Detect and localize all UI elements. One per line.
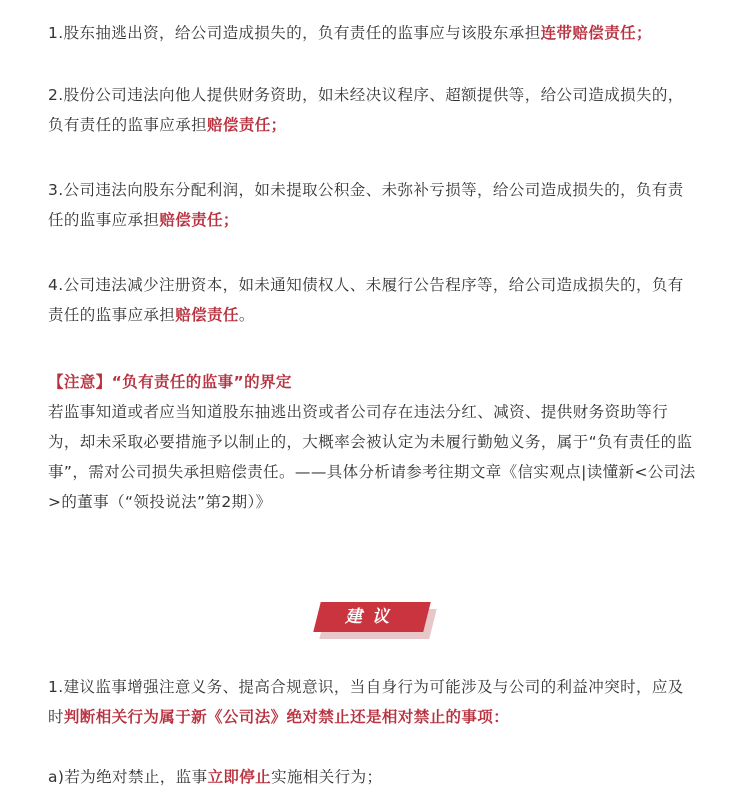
advice-highlight: 立即停止 <box>207 768 272 786</box>
liability-item-3 <box>48 175 698 235</box>
item-highlight: 赔偿责任； <box>159 211 239 229</box>
advice-item-1 <box>48 672 698 732</box>
section-banner <box>317 602 427 638</box>
item-text: 1.股东抽逃出资，给公司造成损失的，负有责任的监事应与该股东承担 <box>48 24 541 42</box>
section-title: 建议 <box>345 607 399 627</box>
advice-text: 1.建议监事增强注意义务、提高合规意识，当自身行为可能涉及与公司的利益冲突时，应及时 <box>48 678 684 726</box>
advice-highlight: 判断相关行为属于新《公司法》绝对禁止还是相对禁止的事项： <box>63 708 510 726</box>
item-highlight: 连带赔偿责任； <box>540 24 652 42</box>
liability-item-2 <box>48 80 698 140</box>
item-highlight: 赔偿责任 <box>175 306 239 324</box>
advice-text-end: 实施相关行为； <box>271 768 383 786</box>
note-block <box>48 367 698 517</box>
item-text: 3.公司违法向股东分配利润，如未提取公积金、未弥补亏损等，给公司造成损失的，负有责任的监事应承担 <box>48 181 684 229</box>
liability-item-1 <box>48 18 698 48</box>
advice-item-a <box>48 762 698 792</box>
item-text: 2.股份公司违法向他人提供财务资助，如未经决议程序、超额提供等，给公司造成损失的，负有责任的监事应承担 <box>48 86 684 134</box>
liability-item-4 <box>48 270 698 330</box>
item-text-end: 。 <box>238 306 255 324</box>
advice-text: a)若为绝对禁止，监事 <box>48 768 208 786</box>
note-heading: 【注意】“负有责任的监事”的界定 <box>48 373 292 391</box>
item-text: 4.公司违法减少注册资本，如未通知债权人、未履行公告程序等，给公司造成损失的，负有责任的监事应承担 <box>48 276 684 324</box>
note-body: 若监事知道或者应当知道股东抽逃出资或者公司存在违法分红、减资、提供财务资助等行为，却未采取必要措施予以制止的，大概率会被认定为未履行勤勉义务，属于“负有责任的监事”，需对公司损失承担赔偿责任。——具体分析请参考往期文章《信实观点|读懂新<公司法>的董事（“领投说法”第2期）》 <box>48 403 696 511</box>
item-highlight: 赔偿责任； <box>207 116 287 134</box>
